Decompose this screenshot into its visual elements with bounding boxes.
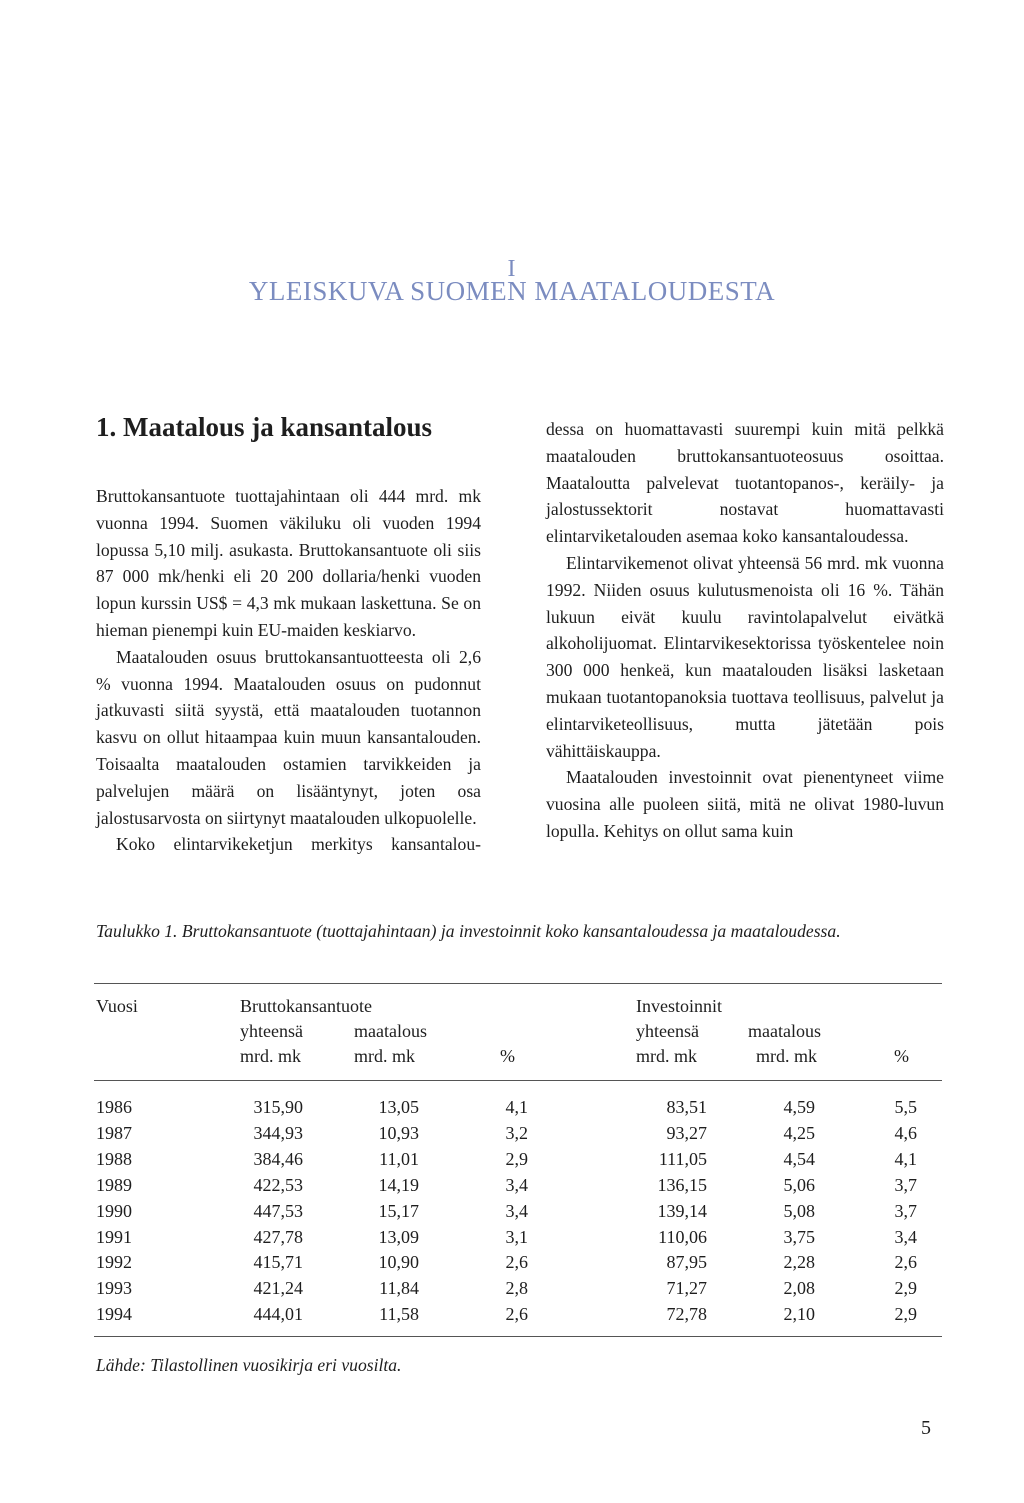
table-cell: 2,08 xyxy=(783,1278,815,1299)
header-gdp-percent: % xyxy=(500,1046,515,1066)
header-gdp-total-unit: mrd. mk xyxy=(240,1046,301,1066)
table-cell: 139,14 xyxy=(657,1200,707,1221)
page-number: 5 xyxy=(921,1417,931,1439)
table-cell: 3,1 xyxy=(505,1226,528,1247)
table-cell: 3,4 xyxy=(505,1174,528,1195)
table-cell: 93,27 xyxy=(666,1122,707,1143)
table-cell: 447,53 xyxy=(253,1200,303,1221)
paragraph: Elintarvikemenot olivat yhteensä 56 mrd. mk vuonna 1992. Niiden osuus kulutusmenoista oli 16 %. Tähän lukuun eivät kuulu ravintolapalvelut eivätkä alkoholijuomat. Elintarvikesektorissa työskentelee noin 300 000 henkeä, kun maatalouden lisäksi lasketaan mukaan tuotantopanoksia tuottava teollisuus, palvelut ja elintarviketeollisuus, mutta jätetään pois vähittäiskauppa. xyxy=(546,552,944,761)
table-cell: 4,59 xyxy=(783,1097,815,1117)
table-cell-year: 1992 xyxy=(96,1252,132,1273)
table-cell: 111,05 xyxy=(658,1148,707,1169)
table-cell: 3,4 xyxy=(894,1226,917,1247)
table-cell: 427,78 xyxy=(253,1226,303,1247)
table-rule-bottom xyxy=(94,1336,942,1337)
header-investment-group: Investoinnit xyxy=(636,996,722,1016)
table-cell: 13,05 xyxy=(378,1097,419,1117)
table-rule-top xyxy=(94,983,942,984)
table-cell: 2,9 xyxy=(505,1148,528,1169)
table-cell: 4,6 xyxy=(894,1122,917,1143)
table-source: Lähde: Tilastollinen vuosikirja eri vuosilta. xyxy=(96,1355,402,1375)
text-column-left xyxy=(96,408,481,858)
paragraph: Koko elintarvikeketjun merkitys kansantalou- xyxy=(116,834,481,855)
table-cell: 2,9 xyxy=(894,1278,917,1299)
table-caption: Taulukko 1. Bruttokansantuote (tuottajahintaan) ja investoinnit koko kansantaloudessa ja maataloudessa. xyxy=(96,921,841,941)
table-cell: 87,95 xyxy=(666,1252,707,1273)
table-cell: 83,51 xyxy=(666,1097,707,1117)
header-gdp-agri-unit: mrd. mk xyxy=(354,1046,415,1066)
table-cell: 421,24 xyxy=(253,1278,303,1299)
table-cell: 344,93 xyxy=(253,1122,303,1143)
table-cell-year: 1994 xyxy=(96,1304,132,1325)
table-cell: 3,75 xyxy=(783,1226,815,1247)
header-gdp-agri: maatalous xyxy=(354,1021,427,1041)
table-cell: 11,84 xyxy=(379,1278,419,1299)
table-cell: 110,06 xyxy=(658,1226,707,1247)
table-cell-year: 1991 xyxy=(96,1226,132,1247)
text-column-right xyxy=(546,416,944,845)
table-cell: 4,25 xyxy=(783,1122,815,1143)
table-cell: 415,71 xyxy=(253,1252,303,1273)
header-inv-total: yhteensä xyxy=(636,1021,699,1041)
table-cell: 136,15 xyxy=(657,1174,707,1195)
table-rule-header xyxy=(94,1080,942,1081)
table-cell-year: 1989 xyxy=(96,1174,132,1195)
table-cell: 5,06 xyxy=(783,1174,815,1195)
table-cell: 15,17 xyxy=(378,1200,419,1221)
table-cell: 3,2 xyxy=(505,1122,528,1143)
table-cell: 5,5 xyxy=(894,1097,917,1117)
paragraph: Maatalouden investoinnit ovat pienentyneet viime vuosina alle puoleen siitä, mitä ne olivat 1980-luvun lopulla. Kehitys on ollut sama kuin xyxy=(546,767,944,841)
header-inv-total-unit: mrd. mk xyxy=(636,1046,697,1066)
table-cell: 3,7 xyxy=(894,1174,917,1195)
table-cell: 10,90 xyxy=(378,1252,419,1273)
table-cell-year: 1988 xyxy=(96,1148,132,1169)
chapter-title: YLEISKUVA SUOMEN MAATALOUDESTA xyxy=(248,276,776,306)
table-cell: 71,27 xyxy=(666,1278,707,1299)
table-cell: 2,6 xyxy=(505,1252,528,1273)
table-cell: 444,01 xyxy=(253,1304,303,1325)
table-cell: 2,28 xyxy=(783,1252,815,1273)
section-heading: 1. Maatalous ja kansantalous xyxy=(96,412,433,442)
header-gdp-group: Bruttokansantuote xyxy=(240,996,372,1016)
table-cell: 4,54 xyxy=(783,1148,815,1169)
table-cell: 315,90 xyxy=(253,1097,303,1117)
table-cell: 11,01 xyxy=(379,1148,419,1169)
table-cell: 14,19 xyxy=(378,1174,419,1195)
table-cell-year: 1987 xyxy=(96,1122,132,1143)
paragraph: Bruttokansantuote tuottajahintaan oli 444 mrd. mk vuonna 1994. Suomen väkiluku oli vuoden 1994 lopussa 5,10 milj. asukasta. Bruttokansantuote oli siis 87 000 mk/henki eli 20 200 dollaria/henki vuoden lopun kurssin US$ = 4,3 mk mukaan laskettuna. Se on hieman pienempi kuin EU-maiden keskiarvo. xyxy=(96,486,481,640)
table-cell: 10,93 xyxy=(378,1122,419,1143)
table-cell-year: 1993 xyxy=(96,1278,132,1299)
paragraph: dessa on huomattavasti suurempi kuin mitä pelkkä maatalouden bruttokansantuoteosuus osoittaa. Maataloutta palvelevat tuotantopanos-, keräily- ja jalostussektorit nostavat huomattavasti elintarviketalouden asemaa koko kansantaloudessa. xyxy=(546,419,944,547)
header-inv-percent: % xyxy=(894,1046,909,1066)
table-cell: 422,53 xyxy=(253,1174,303,1195)
header-inv-agri-unit: mrd. mk xyxy=(756,1046,817,1066)
table-cell: 384,46 xyxy=(253,1148,303,1169)
table-cell: 4,1 xyxy=(505,1097,528,1117)
header-year: Vuosi xyxy=(96,996,138,1016)
table-cell-year: 1986 xyxy=(96,1097,132,1117)
table-cell: 2,9 xyxy=(894,1304,917,1325)
table-cell: 4,1 xyxy=(894,1148,917,1169)
table-cell: 2,6 xyxy=(894,1252,917,1273)
table-cell: 13,09 xyxy=(378,1226,419,1247)
table-cell: 2,6 xyxy=(505,1304,528,1325)
table-cell-year: 1990 xyxy=(96,1200,132,1221)
table-cell: 3,4 xyxy=(505,1200,528,1221)
table-cell: 3,7 xyxy=(894,1200,917,1221)
table-cell: 2,8 xyxy=(505,1278,528,1299)
chapter-number: I xyxy=(507,256,517,282)
table-cell: 5,08 xyxy=(783,1200,815,1221)
paragraph: Maatalouden osuus bruttokansantuotteesta oli 2,6 % vuonna 1994. Maatalouden osuus on pudonnut jatkuvasti siitä syystä, että maatalouden tuotannon kasvu on ollut hitaampaa kuin muun kansantalouden. Toisaalta maatalouden ostamien tarvikkeiden ja palvelujen määrä on lisääntynyt, joten osa jalostusarvosta on siirtynyt maatalouden ulkopuolelle. xyxy=(96,646,481,828)
table-cell: 72,78 xyxy=(666,1304,707,1325)
table-cell: 11,58 xyxy=(379,1304,419,1325)
header-gdp-total: yhteensä xyxy=(240,1021,303,1041)
header-inv-agri: maatalous xyxy=(748,1021,821,1041)
table-cell: 2,10 xyxy=(783,1304,815,1325)
